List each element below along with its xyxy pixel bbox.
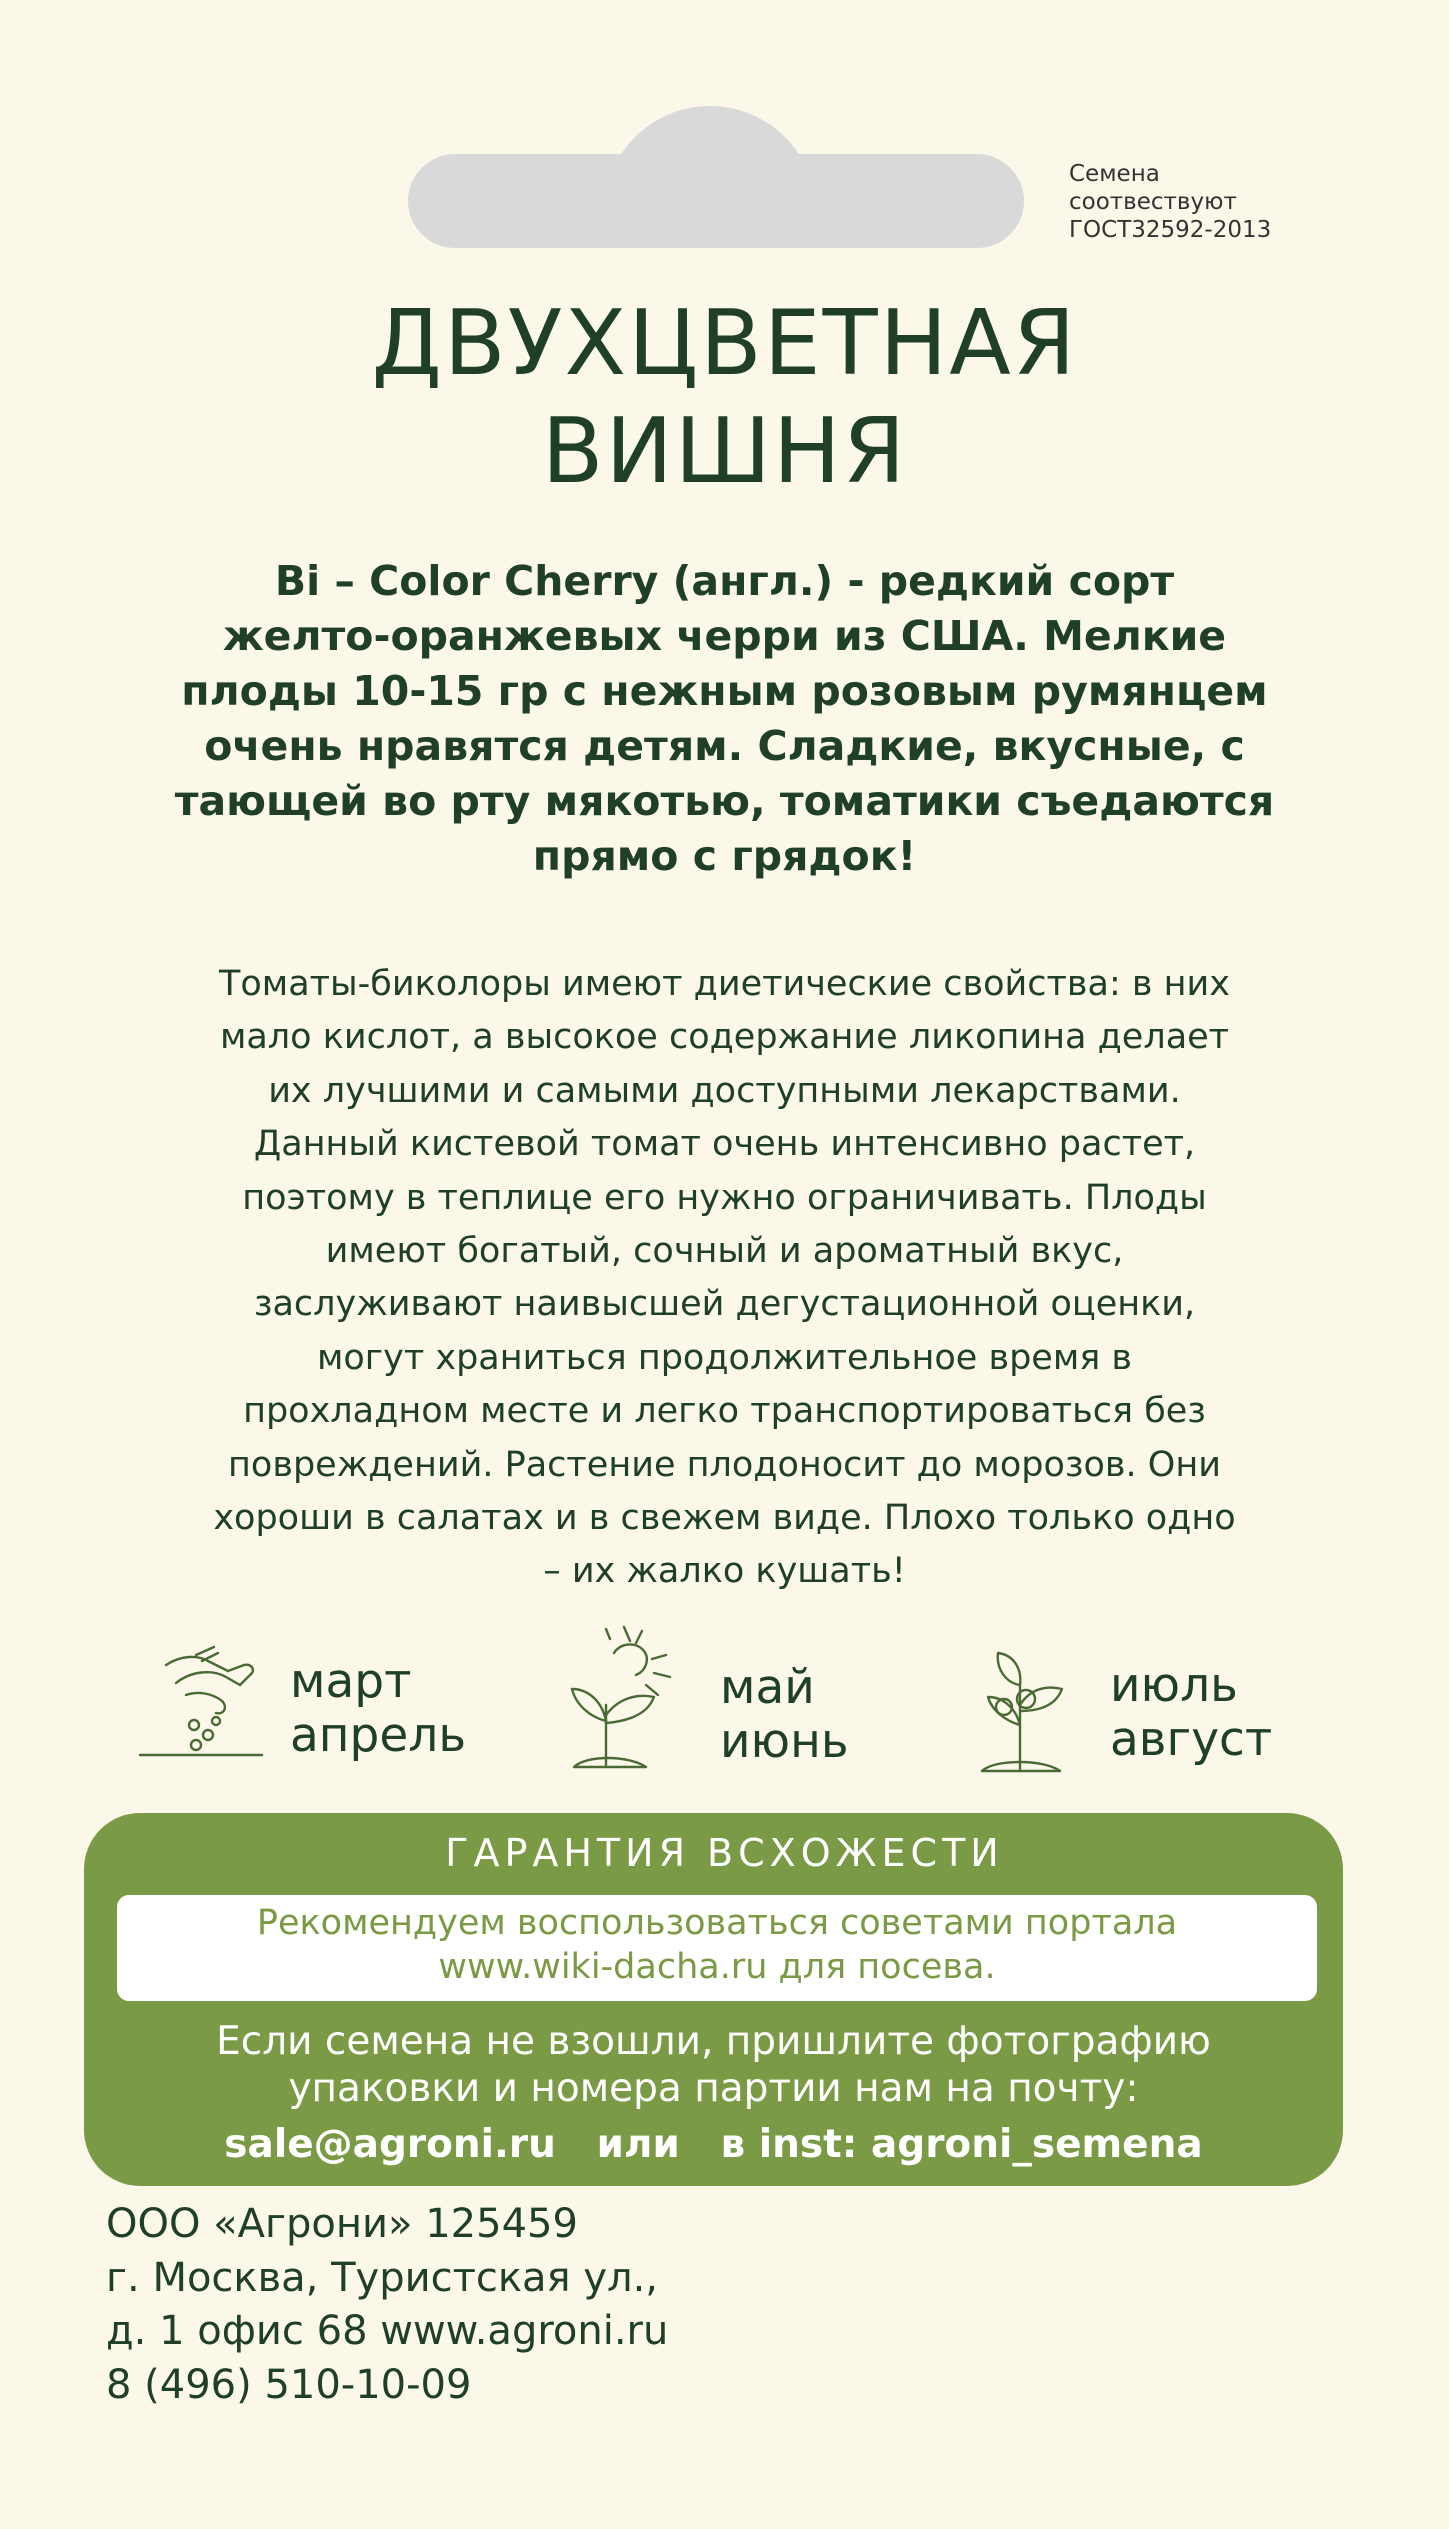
body-line: их лучшими и самыми доступными лекарствами.: [268, 1070, 1181, 1111]
contact-instagram[interactable]: в inst: agroni_semena: [720, 2122, 1203, 2167]
season-month-end: апрель: [290, 1708, 467, 1763]
address-line: ООО «Агрони» 125459: [106, 2201, 578, 2247]
sowing-hand-icon: [136, 1625, 266, 1775]
address-line: д. 1 офис 68 www.agroni.ru: [106, 2308, 669, 2354]
body-line: заслуживают наивысшей дегустационной оценки,: [253, 1284, 1196, 1325]
season-harvest: [974, 1625, 1314, 1785]
body-description: [100, 958, 1349, 1599]
season-label: [290, 1655, 466, 1763]
lead-line: Bi – Color Cherry (англ.) - редкий сорт: [274, 557, 1175, 605]
guarantee-title: ГАРАНТИЯ ВСХОЖЕСТИ: [445, 1831, 1004, 1875]
season-month-end: июнь: [720, 1714, 849, 1769]
tip-line: Рекомендуем воспользоваться советами портала: [256, 1903, 1178, 1943]
season-label: [1110, 1659, 1272, 1767]
lead-line: очень нравятся детям. Сладкие, вкусные, с: [204, 722, 1245, 770]
company-address: [106, 2198, 1006, 2412]
body-line: мало кислот, а высокое содержание ликопина делает: [219, 1017, 1230, 1058]
title-line: ВИШНЯ: [541, 399, 908, 504]
season-label: [720, 1661, 849, 1769]
body-line: поэтому в теплице его нужно ограничивать. Плоды: [242, 1177, 1207, 1218]
sprout-sun-icon: [566, 1625, 676, 1785]
plant-fruit-icon: [974, 1625, 1074, 1785]
lead-line: тающей во рту мякотью, томатики съедаются: [174, 777, 1275, 825]
season-month-end: август: [1110, 1712, 1273, 1767]
body-line: Томаты-биколоры имеют диетические свойства: в них: [219, 964, 1230, 1004]
gost-line: Семена: [1069, 161, 1160, 187]
season-sowing: [136, 1625, 506, 1785]
season-month-start: март: [290, 1654, 412, 1709]
gost-line: соотвествуют: [1069, 189, 1237, 215]
contact-email[interactable]: sale@agroni.ru: [224, 2122, 556, 2167]
season-sprouting: [566, 1625, 906, 1785]
package-hang-tab: [408, 154, 1024, 248]
body-line: имеют богатый, сочный и ароматный вкус,: [325, 1231, 1124, 1272]
tip-line: www.wiki-dacha.ru для посева.: [438, 1947, 996, 1987]
season-month-start: июль: [1110, 1658, 1238, 1713]
lead-line: плоды 10-15 гр с нежным розовым румянцем: [181, 667, 1268, 715]
address-line: 8 (496) 510-10-09: [106, 2361, 472, 2408]
body-line: прохладном месте и легко транспортироваться без: [243, 1391, 1206, 1432]
body-line: – их жалко кушать!: [543, 1551, 906, 1592]
request-text: [84, 2018, 1343, 2112]
gost-line: ГОСТ32592-2013: [1069, 217, 1272, 243]
gost-note: [1069, 160, 1309, 244]
product-title: [0, 290, 1449, 506]
contact-or: или: [596, 2122, 680, 2167]
body-line: Данный кистевой томат очень интенсивно растет,: [253, 1124, 1196, 1165]
body-line: повреждений. Растение плодоносит до морозов. Они: [228, 1444, 1221, 1485]
title-line: ДВУХЦВЕТНАЯ: [371, 291, 1078, 396]
season-month-start: май: [720, 1660, 815, 1715]
lead-description: [110, 554, 1339, 884]
request-line: упаковки и номера партии нам на почту:: [288, 2066, 1139, 2111]
body-line: могут храниться продолжительное время в: [316, 1337, 1133, 1378]
tip-text: [117, 1901, 1317, 1989]
request-line: Если семена не взошли, пришлите фотографию: [216, 2019, 1211, 2064]
lead-line: прямо с грядок!: [532, 832, 917, 880]
address-line: г. Москва, Туристская ул.,: [106, 2254, 658, 2301]
body-line: хороши в салатах и в свежем виде. Плохо только одно: [213, 1498, 1236, 1539]
lead-line: желто-оранжевых черри из США. Мелкие: [222, 612, 1227, 660]
contact-line: [84, 2121, 1343, 2169]
